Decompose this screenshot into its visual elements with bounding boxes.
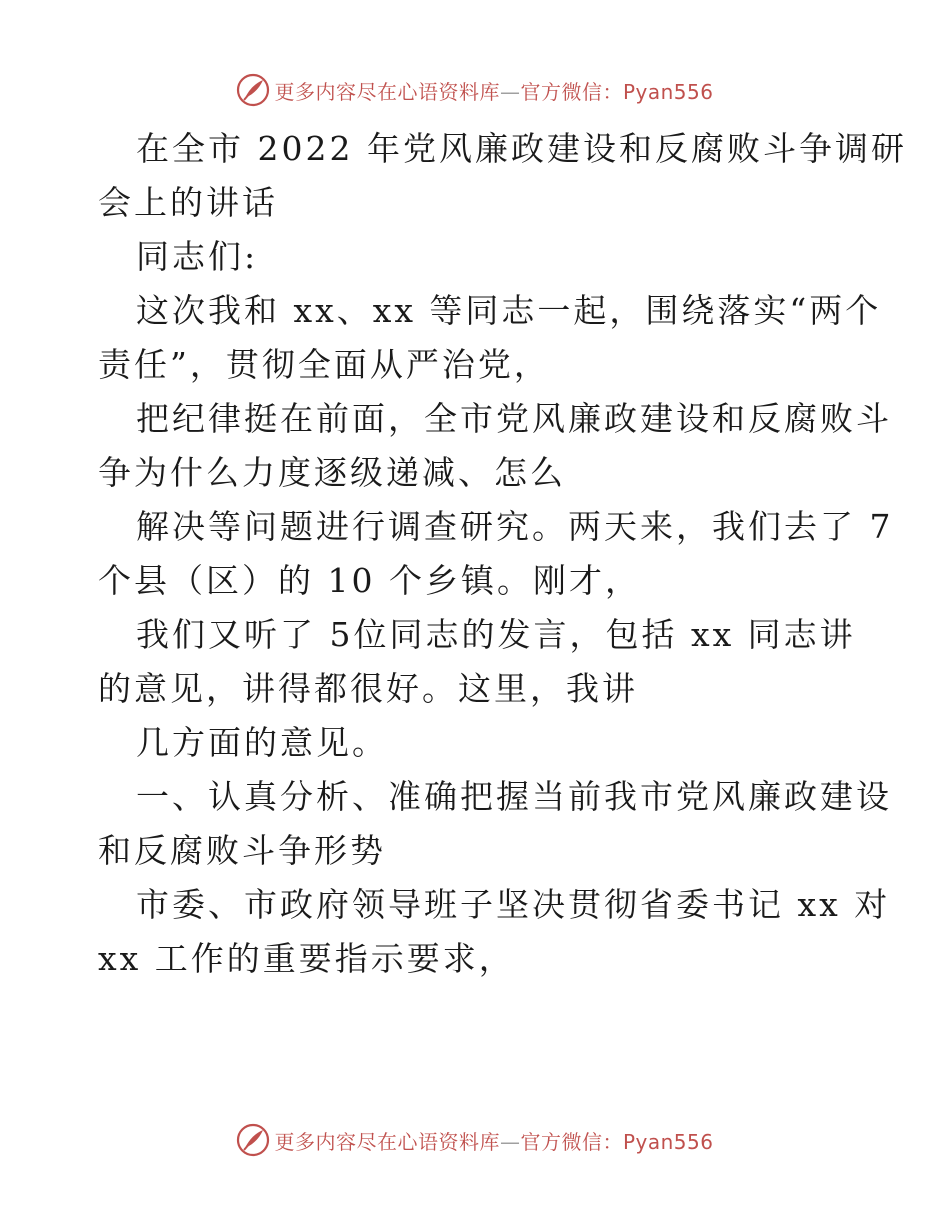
banner-text [274, 1126, 713, 1155]
text-line: 和反腐败斗争形势 [98, 831, 386, 870]
banner-dash: — [499, 79, 521, 104]
banner-text [274, 76, 713, 105]
text-line: 几方面的意见。 [136, 723, 388, 762]
text-line: xx 工作的重要指示要求， [98, 939, 515, 978]
text-line: 责任”，贯彻全面从严治党， [98, 345, 550, 384]
banner-site-name: 更多内容尽在心语资料库 [274, 79, 500, 104]
text-line: 个县（区）的 10 个乡镇。刚才， [98, 561, 641, 600]
banner-site-name: 更多内容尽在心语资料库 [274, 1129, 500, 1154]
text-line: 我们又听了 5位同志的发言，包括 xx 同志讲 [136, 615, 856, 654]
text-line: 争为什么力度逐级递减、怎么 [98, 453, 566, 492]
text-line: 这次我和 xx、xx 等同志一起，围绕落实“两个 [136, 291, 882, 330]
document-body [98, 122, 907, 986]
feather-pen-icon [236, 1123, 270, 1157]
text-line: 市委、市政府领导班子坚决贯彻省委书记 xx 对 [136, 885, 891, 924]
header-banner [0, 70, 950, 110]
banner-wechat: 官方微信：Pyan556 [520, 1129, 714, 1154]
feather-pen-icon [236, 73, 270, 107]
text-line: 会上的讲话 [98, 183, 278, 222]
text-line: 把纪律挺在前面，全市党风廉政建设和反腐败斗 [136, 399, 892, 438]
text-line: 一、认真分析、准确把握当前我市党风廉政建设 [136, 777, 892, 816]
text-line: 的意见，讲得都很好。这里，我讲 [98, 669, 638, 708]
text-line: 同志们: [136, 237, 259, 276]
text-line: 解决等问题进行调查研究。两天来，我们去了 7 [136, 507, 894, 546]
banner-dash: — [499, 1129, 521, 1154]
text-line: 在全市 2022 年党风廉政建设和反腐败斗争调研 [136, 129, 907, 168]
banner-wechat: 官方微信：Pyan556 [520, 79, 714, 104]
footer-banner [0, 1120, 950, 1160]
